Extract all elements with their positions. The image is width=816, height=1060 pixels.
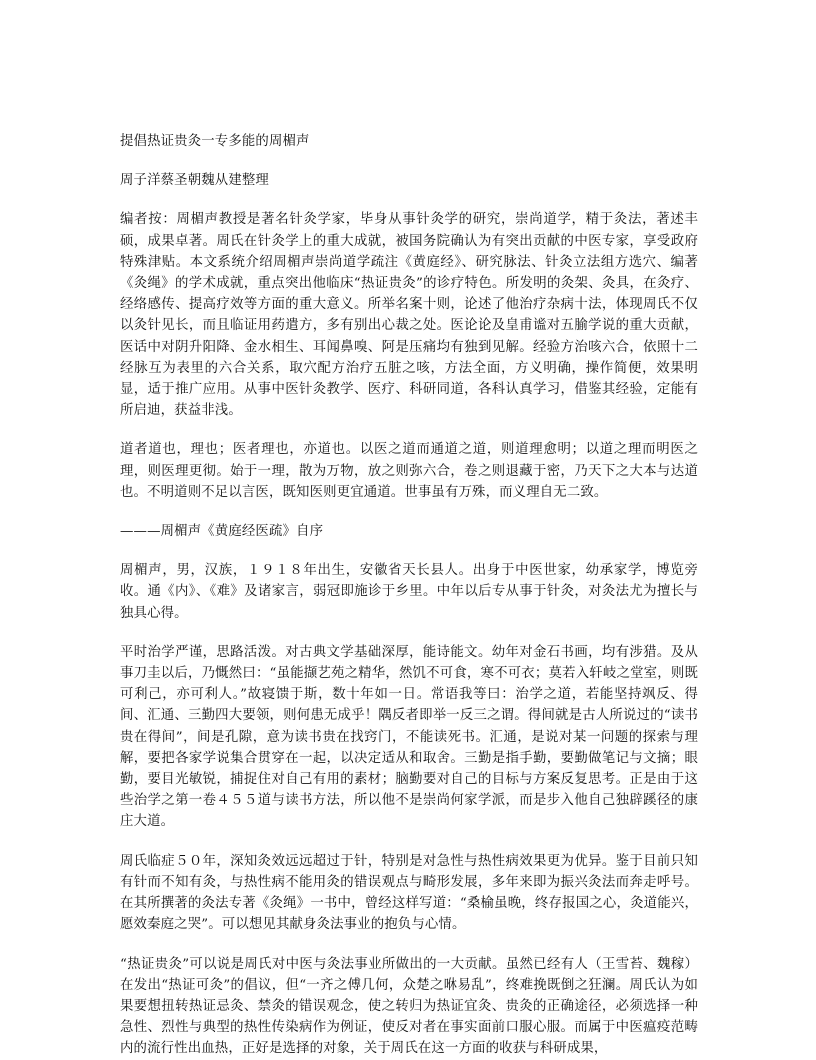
quote-paragraph: 道者道也，理也；医者理也，亦道也。以医之道而通道之道，则道理愈明；以道之理而明医之理，则医理更彻。始于一理，散为万物，放之则弥六合，卷之则退藏于密，乃天下之大本与达道也。不明道则不足以言医，既知医则更宜通道。世事虽有万殊，而义理自无二致。 — [120, 442, 698, 500]
editor-note-paragraph: 编者按：周楣声教授是著名针灸学家，毕身从事针灸学的研究，崇尚道学，精于灸法，著述丰硕，成果卓著。周氏在针灸学上的重大成就，被国务院确认为有突出贡献的中医专家，享受政府特殊津贴。本文系统介绍周楣声崇尚道学疏注《黄庭经》、研究脉法、针灸立法组方选穴、编著《灸绳》的学术成就，重点突出他临床“热证贵灸”的诊疗特色。所发明的灸架、灸具，在灸疗、经络感传、提高疗效等方面的重大意义。所举名案十则，论述了他治疗杂病十法，体现周氏不仅以灸针见长，而且临证用药遣方，多有别出心裁之处。医论论及皇甫谧对五腧学说的重大贡献，医话中对阴升阳降、金水相生、耳闻鼻嗅、阿是压痛均有独到见解。经验方治咳六合，依照十二经脉互为表里的六合关系，取穴配方治疗五脏之咳，方法全面，方义明确，操作简便，效果明显，适于推广应用。从事中医针灸教学、医疗、科研同道，各科认真学习，借鉴其经验，定能有所启迪，获益非浅。 — [120, 212, 698, 419]
document-authors: 周子洋蔡圣朝魏从建整理 — [120, 173, 269, 189]
biography-paragraph: 周楣声，男，汉族，１９１８年出生，安徽省天长县人。出身于中医世家，幼承家学，博览旁收。通《内》、《难》及诸家言，弱冠即施诊于乡里。中年以后专从事于针灸，对灸法尤为擅长与独具心得。 — [120, 563, 698, 621]
study-method-paragraph: 平时治学严谨，思路活泼。对古典文学基础深厚，能诗能文。幼年对金石书画，均有涉猎。及从事刀圭以后，乃慨然曰：“虽能撷艺苑之精华，然饥不可食，寒不可衣；莫若入轩岐之堂室，则既可利己，亦可利人。”故寝馈于斯，数十年如一日。常语我等曰：治学之道，若能坚持飒反、得间、汇通、三勤四大要领，则何患无成乎！隅反者即举一反三之谓。得间就是古人所说过的“读书贵在得间”，间是孔隙，意为读书贵在找窍门，不能读死书。汇通，是说对某一问题的探索与理解，要把各家学说集合贯穿在一起，以决定适从和取舍。三勤是指手勤，要勤做笔记与文摘；眼勤，要目光敏锐，捕捉住对自己有用的素材；脑勤要对自己的目标与方案反复思考。正是由于这些治学之第一卷４５５道与读书方法，所以他不是崇尚何家学派，而是步入他自己独辟蹊径的康庄大道。 — [120, 644, 698, 830]
clinical-experience-paragraph: 周氏临症５０年，深知灸效远远超过于针，特别是对急性与热性病效果更为优异。鉴于目前只知有针而不知有灸，与热性病不能用灸的错误观点与畸形发展，多年来即为振兴灸法而奔走呼号。在其所撰著的灸法专著《灸绳》一书中，曾经这样写道：“桑榆虽晚，终存报国之心，灸道能兴，愿效秦庭之哭”。可以想见其献身灸法事业的抱负与心情。 — [120, 853, 698, 933]
quote-source: ———周楣声《黄庭经医疏》自序 — [120, 524, 324, 540]
document-title: 提倡热证贵灸一专多能的周楣声 — [120, 134, 310, 149]
hot-syndrome-moxibustion-paragraph: “热证贵灸”可以说是周氏对中医与灸法事业所做出的一大贡献。虽然已经有人（王雪苔、魏稼）在发出“热证可灸”的倡议，但“一齐之傅几何，众楚之咻易乱”，终难挽既倒之狂澜。周氏认为如果要想扭转热证忌灸、禁灸的错误观念，使之转归为热证宜灸、贵灸的正确途径，必须选择一种急性、烈性与典型的热性传染病作为例证，使反对者在事实面前口服心服。而属于中医瘟疫范畴内的流行性出血热，正好是选择的对象，关于周氏在这一方面的收获与科研成果， — [120, 956, 698, 1057]
document-page — [120, 127, 698, 1060]
